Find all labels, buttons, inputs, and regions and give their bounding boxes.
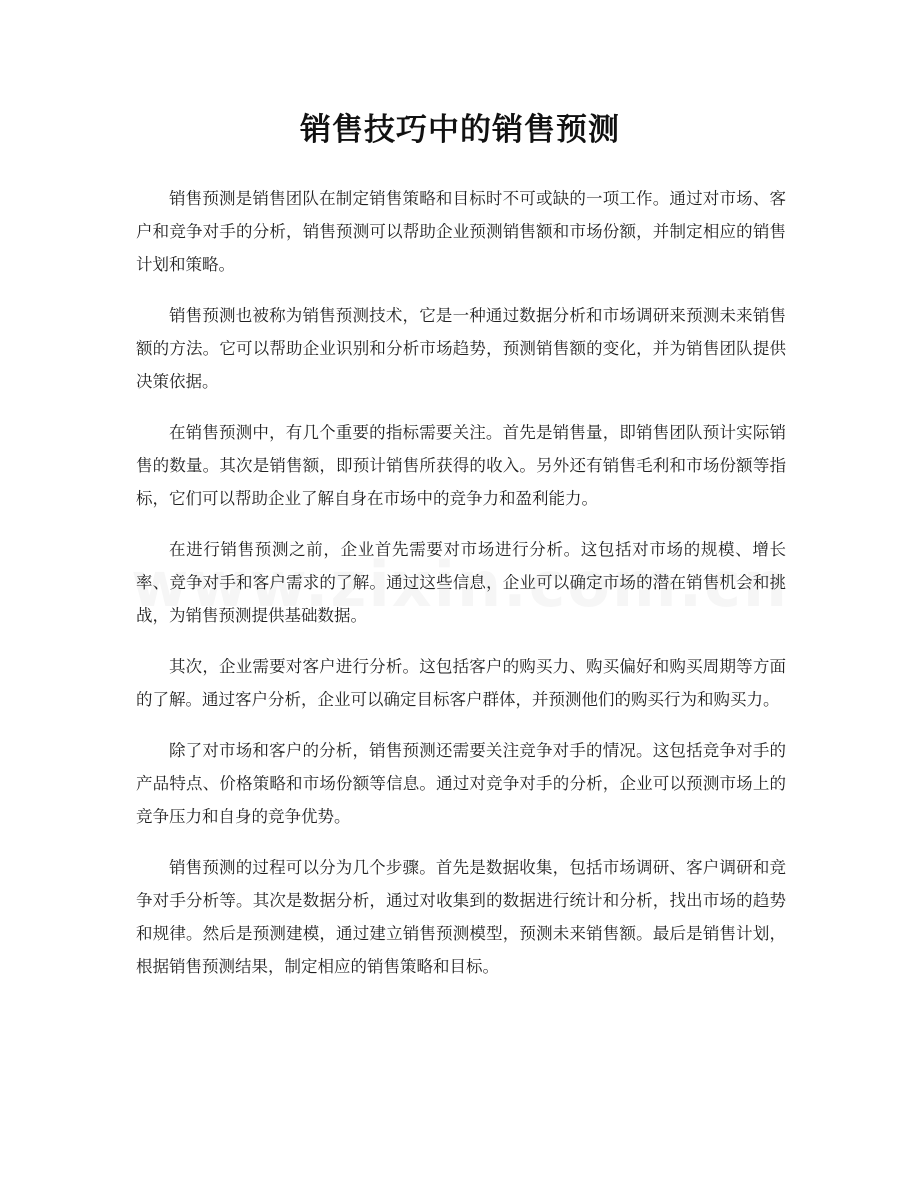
paragraph: 其次，企业需要对客户进行分析。这包括客户的购买力、购买偏好和购买周期等方面的了解。通过客户分析，企业可以确定目标客户群体，并预测他们的购买行为和购买力。 [136,657,786,709]
paragraph: 销售预测的过程可以分为几个步骤。首先是数据收集，包括市场调研、客户调研和竞争对手分析等。其次是数据分析，通过对收集到的数据进行统计和分析，找出市场的趋势和规律。然后是预测建模，通过建立销售预测模型，预测未来销售额。最后是销售计划，根据销售预测结果，制定相应的销售策略和目标。 [136,858,786,976]
paragraph: 销售预测是销售团队在制定销售策略和目标时不可或缺的一项工作。通过对市场、客户和竞争对手的分析，销售预测可以帮助企业预测销售额和市场份额，并制定相应的销售计划和策略。 [136,189,786,274]
paragraph: 除了对市场和客户的分析，销售预测还需要关注竞争对手的情况。这包括竞争对手的产品特点、价格策略和市场份额等信息。通过对竞争对手的分析，企业可以预测市场上的竞争压力和自身的竞争优势。 [136,741,786,826]
paragraph: 在销售预测中，有几个重要的指标需要关注。首先是销售量，即销售团队预计实际销售的数量。其次是销售额，即预计销售所获得的收入。另外还有销售毛利和市场份额等指标，它们可以帮助企业了解自身在市场中的竞争力和盈利能力。 [136,423,786,508]
document-body [136,182,786,1001]
paragraph: 在进行销售预测之前，企业首先需要对市场进行分析。这包括对市场的规模、增长率、竞争对手和客户需求的了解。通过这些信息，企业可以确定市场的潜在销售机会和挑战，为销售预测提供基础数据。 [136,540,786,625]
paragraph: 销售预测也被称为销售预测技术，它是一种通过数据分析和市场调研来预测未来销售额的方法。它可以帮助企业识别和分析市场趋势，预测销售额的变化，并为销售团队提供决策依据。 [136,306,786,391]
page-title: 销售技巧中的销售预测 [300,112,620,148]
